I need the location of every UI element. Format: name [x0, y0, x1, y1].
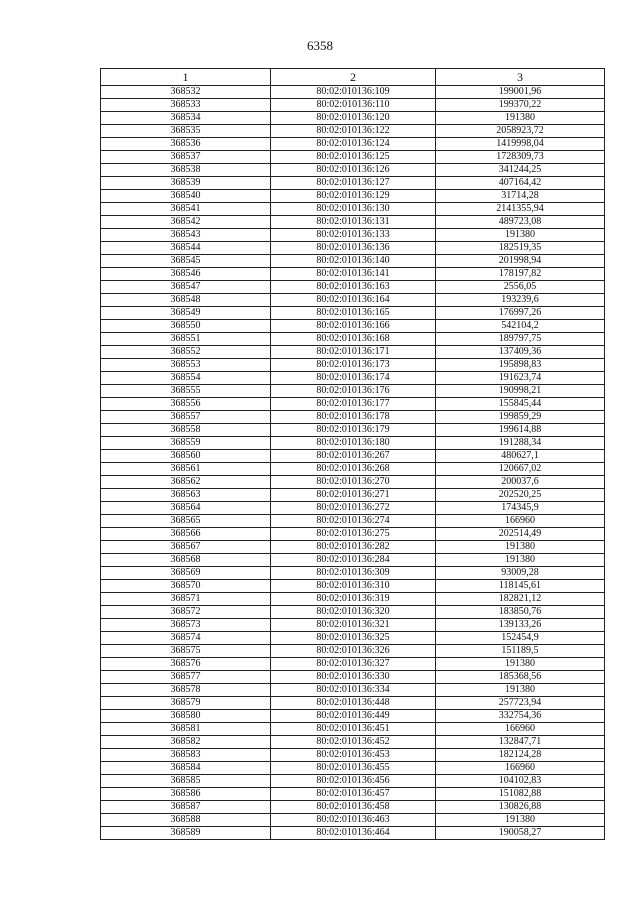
cadastral-value-cell: 191380: [436, 554, 605, 567]
row-number-cell: 368533: [101, 99, 271, 112]
table-row: [101, 216, 605, 229]
row-number-cell: 368568: [101, 554, 271, 567]
row-number-cell: 368583: [101, 749, 271, 762]
column-header-2: 2: [271, 69, 436, 86]
table-row: [101, 827, 605, 840]
cadastral-number-cell: 80:02:010136:130: [271, 203, 436, 216]
cadastral-number-cell: 80:02:010136:120: [271, 112, 436, 125]
cadastral-number-cell: 80:02:010136:453: [271, 749, 436, 762]
cadastral-value-cell: 130826,88: [436, 801, 605, 814]
cadastral-number-cell: 80:02:010136:109: [271, 86, 436, 99]
table-row: [101, 385, 605, 398]
cadastral-number-cell: 80:02:010136:326: [271, 645, 436, 658]
table-row: [101, 645, 605, 658]
cadastral-value-cell: 200037,6: [436, 476, 605, 489]
cadastral-number-cell: 80:02:010136:173: [271, 359, 436, 372]
table-row: [101, 606, 605, 619]
cadastral-value-cell: 1728309,73: [436, 151, 605, 164]
cadastral-value-cell: 118145,61: [436, 580, 605, 593]
cadastral-number-cell: 80:02:010136:456: [271, 775, 436, 788]
table-row: [101, 476, 605, 489]
cadastral-number-cell: 80:02:010136:268: [271, 463, 436, 476]
row-number-cell: 368578: [101, 684, 271, 697]
cadastral-number-cell: 80:02:010136:141: [271, 268, 436, 281]
cadastral-value-cell: 166960: [436, 723, 605, 736]
cadastral-number-cell: 80:02:010136:164: [271, 294, 436, 307]
cadastral-value-cell: 191288,34: [436, 437, 605, 450]
table-row: [101, 749, 605, 762]
cadastral-number-cell: 80:02:010136:124: [271, 138, 436, 151]
table-row: [101, 450, 605, 463]
cadastral-value-cell: 2141355,94: [436, 203, 605, 216]
row-number-cell: 368589: [101, 827, 271, 840]
row-number-cell: 368536: [101, 138, 271, 151]
cadastral-value-cell: 2556,05: [436, 281, 605, 294]
row-number-cell: 368535: [101, 125, 271, 138]
table-row: [101, 294, 605, 307]
cadastral-value-cell: 191380: [436, 658, 605, 671]
table-row: [101, 788, 605, 801]
cadastral-value-cell: 199370,22: [436, 99, 605, 112]
cadastral-value-cell: 182519,35: [436, 242, 605, 255]
cadastral-number-cell: 80:02:010136:272: [271, 502, 436, 515]
table-row: [101, 463, 605, 476]
cadastral-value-cell: 31714,28: [436, 190, 605, 203]
cadastral-value-cell: 191380: [436, 229, 605, 242]
table-row: [101, 424, 605, 437]
cadastral-value-cell: 185368,56: [436, 671, 605, 684]
cadastral-number-cell: 80:02:010136:165: [271, 307, 436, 320]
cadastral-value-cell: 199001,96: [436, 86, 605, 99]
cadastral-value-cell: 1419998,04: [436, 138, 605, 151]
cadastral-value-cell: 176997,26: [436, 307, 605, 320]
row-number-cell: 368543: [101, 229, 271, 242]
table-row: [101, 437, 605, 450]
table-row: [101, 307, 605, 320]
row-number-cell: 368542: [101, 216, 271, 229]
table-row: [101, 502, 605, 515]
cadastral-number-cell: 80:02:010136:334: [271, 684, 436, 697]
table-row: [101, 138, 605, 151]
table-row: [101, 567, 605, 580]
row-number-cell: 368570: [101, 580, 271, 593]
cadastral-value-cell: 178197,82: [436, 268, 605, 281]
cadastral-value-cell: 341244,25: [436, 164, 605, 177]
cadastral-number-cell: 80:02:010136:127: [271, 177, 436, 190]
cadastral-number-cell: 80:02:010136:163: [271, 281, 436, 294]
row-number-cell: 368545: [101, 255, 271, 268]
row-number-cell: 368541: [101, 203, 271, 216]
cadastral-value-cell: 182821,12: [436, 593, 605, 606]
row-number-cell: 368571: [101, 593, 271, 606]
cadastral-number-cell: 80:02:010136:452: [271, 736, 436, 749]
cadastral-number-cell: 80:02:010136:125: [271, 151, 436, 164]
row-number-cell: 368567: [101, 541, 271, 554]
table-row: [101, 554, 605, 567]
cadastral-number-cell: 80:02:010136:126: [271, 164, 436, 177]
table-row: [101, 177, 605, 190]
cadastral-value-table: [100, 68, 605, 840]
cadastral-value-cell: 193239,6: [436, 294, 605, 307]
cadastral-number-cell: 80:02:010136:168: [271, 333, 436, 346]
row-number-cell: 368574: [101, 632, 271, 645]
table-row: [101, 320, 605, 333]
row-number-cell: 368555: [101, 385, 271, 398]
row-number-cell: 368538: [101, 164, 271, 177]
cadastral-number-cell: 80:02:010136:448: [271, 697, 436, 710]
cadastral-value-cell: 189797,75: [436, 333, 605, 346]
row-number-cell: 368588: [101, 814, 271, 827]
cadastral-number-cell: 80:02:010136:330: [271, 671, 436, 684]
cadastral-value-cell: 132847,71: [436, 736, 605, 749]
cadastral-number-cell: 80:02:010136:166: [271, 320, 436, 333]
cadastral-value-cell: 191380: [436, 112, 605, 125]
table-row: [101, 619, 605, 632]
cadastral-value-cell: 332754,36: [436, 710, 605, 723]
page-number: 6358: [307, 38, 333, 53]
cadastral-number-cell: 80:02:010136:320: [271, 606, 436, 619]
cadastral-number-cell: 80:02:010136:321: [271, 619, 436, 632]
cadastral-number-cell: 80:02:010136:310: [271, 580, 436, 593]
cadastral-number-cell: 80:02:010136:133: [271, 229, 436, 242]
table-row: [101, 723, 605, 736]
cadastral-value-cell: 104102,83: [436, 775, 605, 788]
table-row: [101, 736, 605, 749]
cadastral-value-cell: 182124,28: [436, 749, 605, 762]
cadastral-value-cell: 2058923,72: [436, 125, 605, 138]
table-row: [101, 164, 605, 177]
cadastral-value-cell: 166960: [436, 762, 605, 775]
cadastral-value-cell: 191380: [436, 814, 605, 827]
row-number-cell: 368534: [101, 112, 271, 125]
cadastral-number-cell: 80:02:010136:270: [271, 476, 436, 489]
cadastral-value-cell: 139133,26: [436, 619, 605, 632]
row-number-cell: 368532: [101, 86, 271, 99]
row-number-cell: 368576: [101, 658, 271, 671]
table-row: [101, 801, 605, 814]
cadastral-number-cell: 80:02:010136:282: [271, 541, 436, 554]
table-row: [101, 203, 605, 216]
cadastral-value-cell: 201998,94: [436, 255, 605, 268]
cadastral-value-cell: 155845,44: [436, 398, 605, 411]
row-number-cell: 368577: [101, 671, 271, 684]
table-row: [101, 528, 605, 541]
cadastral-value-cell: 152454,9: [436, 632, 605, 645]
cadastral-value-cell: 489723,08: [436, 216, 605, 229]
cadastral-value-cell: 199859,29: [436, 411, 605, 424]
table-row: [101, 710, 605, 723]
header-row: [101, 69, 605, 86]
table-row: [101, 86, 605, 99]
cadastral-value-cell: 151189,5: [436, 645, 605, 658]
row-number-cell: 368575: [101, 645, 271, 658]
cadastral-number-cell: 80:02:010136:451: [271, 723, 436, 736]
cadastral-number-cell: 80:02:010136:110: [271, 99, 436, 112]
row-number-cell: 368581: [101, 723, 271, 736]
cadastral-number-cell: 80:02:010136:455: [271, 762, 436, 775]
table-row: [101, 411, 605, 424]
cadastral-value-cell: 166960: [436, 515, 605, 528]
row-number-cell: 368563: [101, 489, 271, 502]
cadastral-number-cell: 80:02:010136:271: [271, 489, 436, 502]
cadastral-value-cell: 183850,76: [436, 606, 605, 619]
row-number-cell: 368582: [101, 736, 271, 749]
cadastral-number-cell: 80:02:010136:176: [271, 385, 436, 398]
cadastral-number-cell: 80:02:010136:463: [271, 814, 436, 827]
cadastral-value-cell: 120667,02: [436, 463, 605, 476]
row-number-cell: 368584: [101, 762, 271, 775]
table-row: [101, 190, 605, 203]
cadastral-value-cell: 202514,49: [436, 528, 605, 541]
cadastral-value-cell: 195898,83: [436, 359, 605, 372]
row-number-cell: 368539: [101, 177, 271, 190]
table-row: [101, 268, 605, 281]
row-number-cell: 368540: [101, 190, 271, 203]
cadastral-number-cell: 80:02:010136:131: [271, 216, 436, 229]
table-row: [101, 151, 605, 164]
cadastral-number-cell: 80:02:010136:171: [271, 346, 436, 359]
cadastral-number-cell: 80:02:010136:178: [271, 411, 436, 424]
cadastral-value-cell: 257723,94: [436, 697, 605, 710]
row-number-cell: 368561: [101, 463, 271, 476]
cadastral-value-cell: 190998,21: [436, 385, 605, 398]
row-number-cell: 368549: [101, 307, 271, 320]
table-row: [101, 593, 605, 606]
cadastral-value-cell: 191380: [436, 541, 605, 554]
row-number-cell: 368553: [101, 359, 271, 372]
row-number-cell: 368566: [101, 528, 271, 541]
row-number-cell: 368585: [101, 775, 271, 788]
row-number-cell: 368558: [101, 424, 271, 437]
cadastral-number-cell: 80:02:010136:177: [271, 398, 436, 411]
row-number-cell: 368554: [101, 372, 271, 385]
cadastral-number-cell: 80:02:010136:174: [271, 372, 436, 385]
table-row: [101, 489, 605, 502]
row-number-cell: 368587: [101, 801, 271, 814]
table-row: [101, 372, 605, 385]
row-number-cell: 368565: [101, 515, 271, 528]
row-number-cell: 368551: [101, 333, 271, 346]
cadastral-number-cell: 80:02:010136:274: [271, 515, 436, 528]
table-row: [101, 125, 605, 138]
cadastral-number-cell: 80:02:010136:457: [271, 788, 436, 801]
table-row: [101, 541, 605, 554]
cadastral-number-cell: 80:02:010136:179: [271, 424, 436, 437]
row-number-cell: 368547: [101, 281, 271, 294]
cadastral-value-cell: 542104,2: [436, 320, 605, 333]
table-row: [101, 242, 605, 255]
cadastral-number-cell: 80:02:010136:275: [271, 528, 436, 541]
cadastral-value-cell: 137409,36: [436, 346, 605, 359]
row-number-cell: 368556: [101, 398, 271, 411]
table-row: [101, 229, 605, 242]
cadastral-number-cell: 80:02:010136:464: [271, 827, 436, 840]
cadastral-value-cell: 191380: [436, 684, 605, 697]
cadastral-number-cell: 80:02:010136:136: [271, 242, 436, 255]
cadastral-number-cell: 80:02:010136:449: [271, 710, 436, 723]
row-number-cell: 368544: [101, 242, 271, 255]
table-row: [101, 255, 605, 268]
table-row: [101, 333, 605, 346]
row-number-cell: 368559: [101, 437, 271, 450]
table-row: [101, 99, 605, 112]
table-row: [101, 398, 605, 411]
cadastral-number-cell: 80:02:010136:458: [271, 801, 436, 814]
row-number-cell: 368579: [101, 697, 271, 710]
row-number-cell: 368560: [101, 450, 271, 463]
cadastral-number-cell: 80:02:010136:129: [271, 190, 436, 203]
row-number-cell: 368569: [101, 567, 271, 580]
table-row: [101, 112, 605, 125]
table-row: [101, 814, 605, 827]
cadastral-value-cell: 480627,1: [436, 450, 605, 463]
table-row: [101, 684, 605, 697]
row-number-cell: 368564: [101, 502, 271, 515]
table-row: [101, 671, 605, 684]
cadastral-value-cell: 199614,88: [436, 424, 605, 437]
column-header-1: 1: [101, 69, 271, 86]
row-number-cell: 368537: [101, 151, 271, 164]
cadastral-value-cell: 407164,42: [436, 177, 605, 190]
cadastral-number-cell: 80:02:010136:327: [271, 658, 436, 671]
row-number-cell: 368548: [101, 294, 271, 307]
cadastral-value-cell: 174345,9: [436, 502, 605, 515]
row-number-cell: 368546: [101, 268, 271, 281]
cadastral-number-cell: 80:02:010136:122: [271, 125, 436, 138]
table-row: [101, 632, 605, 645]
table-header: [101, 69, 605, 86]
table-body: [101, 86, 605, 840]
row-number-cell: 368562: [101, 476, 271, 489]
row-number-cell: 368572: [101, 606, 271, 619]
row-number-cell: 368586: [101, 788, 271, 801]
table-row: [101, 281, 605, 294]
cadastral-number-cell: 80:02:010136:319: [271, 593, 436, 606]
row-number-cell: 368573: [101, 619, 271, 632]
cadastral-number-cell: 80:02:010136:325: [271, 632, 436, 645]
cadastral-number-cell: 80:02:010136:309: [271, 567, 436, 580]
table-row: [101, 359, 605, 372]
cadastral-number-cell: 80:02:010136:140: [271, 255, 436, 268]
cadastral-number-cell: 80:02:010136:180: [271, 437, 436, 450]
table-row: [101, 658, 605, 671]
cadastral-value-cell: 151082,88: [436, 788, 605, 801]
table-row: [101, 697, 605, 710]
table-row: [101, 580, 605, 593]
cadastral-value-cell: 190058,27: [436, 827, 605, 840]
cadastral-value-cell: 202520,25: [436, 489, 605, 502]
cadastral-number-cell: 80:02:010136:284: [271, 554, 436, 567]
row-number-cell: 368580: [101, 710, 271, 723]
table-row: [101, 515, 605, 528]
cadastral-value-cell: 191623,74: [436, 372, 605, 385]
cadastral-value-cell: 93009,28: [436, 567, 605, 580]
cadastral-number-cell: 80:02:010136:267: [271, 450, 436, 463]
row-number-cell: 368550: [101, 320, 271, 333]
table-row: [101, 775, 605, 788]
row-number-cell: 368557: [101, 411, 271, 424]
table-row: [101, 346, 605, 359]
row-number-cell: 368552: [101, 346, 271, 359]
column-header-3: 3: [436, 69, 605, 86]
table-row: [101, 762, 605, 775]
